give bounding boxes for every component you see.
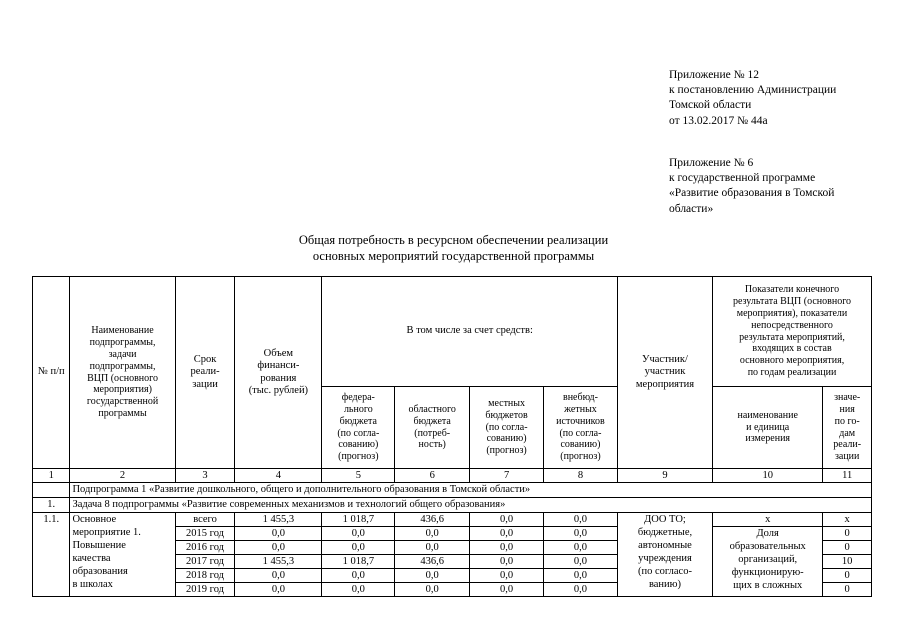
local-cell: 0,0 — [470, 541, 544, 555]
volume-cell: 0,0 — [235, 541, 322, 555]
federal-cell: 1 018,7 — [322, 513, 395, 527]
extra-cell: 0,0 — [544, 541, 618, 555]
extra-cell: 0,0 — [544, 527, 618, 541]
term-cell: 2016 год — [175, 541, 235, 555]
volume-cell: 1 455,3 — [235, 555, 322, 569]
volume-cell: 1 455,3 — [235, 513, 322, 527]
col-number: 1 — [33, 469, 70, 483]
annex-line: от 13.02.2017 № 44а — [669, 114, 768, 127]
title-line-2: основных мероприятий государственной программы — [312, 249, 595, 263]
federal-cell: 0,0 — [322, 583, 395, 597]
annex-line: Приложение № 12 — [669, 69, 759, 81]
annex-line: Приложение № 6 — [669, 157, 754, 169]
volume-cell: 0,0 — [235, 527, 322, 541]
indicator-value-cell: 0 — [823, 541, 872, 555]
term-cell: 2015 год — [175, 527, 235, 541]
indicator-value-cell: x — [823, 513, 872, 527]
indicator-value-cell: 10 — [823, 555, 872, 569]
annex-line: «Развитие образования в Томской — [669, 187, 835, 200]
local-cell: 0,0 — [470, 527, 544, 541]
indicator-value-cell: 0 — [823, 583, 872, 597]
header-regional: областного бюджета (потреб- ность) — [395, 387, 470, 469]
extra-cell: 0,0 — [544, 583, 618, 597]
task-title: Задача 8 подпрограммы «Развитие современных механизмов и технологий общего образования» — [70, 498, 872, 513]
col-number: 7 — [470, 469, 544, 483]
local-cell: 0,0 — [470, 583, 544, 597]
header-federal: федера- льного бюджета (по согла- сованию) (прогноз) — [322, 387, 395, 469]
task-num: 1. — [33, 498, 70, 513]
local-cell: 0,0 — [470, 513, 544, 527]
extra-cell: 0,0 — [544, 569, 618, 583]
local-cell: 0,0 — [470, 569, 544, 583]
annex-12-header — [669, 68, 836, 129]
col-number: 11 — [823, 469, 872, 483]
annex-line: к государственной программе — [669, 172, 816, 185]
header-num: № п/п — [33, 277, 70, 469]
indicator-value-cell: 0 — [823, 569, 872, 583]
annex-line: области» — [669, 202, 714, 215]
indicator-name-block: Доля образовательных организаций, функционирую- щих в сложных — [713, 527, 823, 597]
header-indicators: Показатели конечного результата ВЦП (основного мероприятия), показатели непосредственного результата мероприятий, входящих в состав основного мероприятия, по годам реализации — [713, 277, 872, 387]
header-ind-name: наименование и единица измерения — [713, 387, 823, 469]
subprogram-title: Подпрограмма 1 «Развитие дошкольного, общего и дополнительного образования в Томской области» — [70, 483, 872, 498]
header-local: местных бюджетов (по согла- сованию) (прогноз) — [470, 387, 544, 469]
participant-cell: ДОО ТО; бюджетные, автономные учреждения (по согласо- ванию) — [617, 513, 712, 597]
regional-cell: 436,6 — [395, 513, 470, 527]
header-name: Наименование подпрограммы, задачи подпрограммы, ВЦП (основного мероприятия) государственной программы — [70, 277, 175, 469]
col-number: 10 — [713, 469, 823, 483]
resource-table — [32, 276, 872, 597]
activity-name: Основное мероприятие 1. Повышение качества образования в школах — [70, 513, 175, 597]
col-number: 9 — [617, 469, 712, 483]
volume-cell: 0,0 — [235, 583, 322, 597]
header-term: Срок реали- зации — [175, 277, 235, 469]
extra-cell: 0,0 — [544, 555, 618, 569]
term-cell: 2018 год — [175, 569, 235, 583]
col-number: 2 — [70, 469, 175, 483]
col-number: 5 — [322, 469, 395, 483]
activity-num: 1.1. — [33, 513, 70, 597]
term-cell: 2019 год — [175, 583, 235, 597]
header-extra: внебюд- жетных источников (по согла- сованию) (прогноз) — [544, 387, 618, 469]
subprogram-row — [33, 483, 872, 498]
federal-cell: 0,0 — [322, 527, 395, 541]
document-title — [0, 232, 905, 264]
federal-cell: 0,0 — [322, 569, 395, 583]
table-row — [33, 513, 872, 527]
local-cell: 0,0 — [470, 555, 544, 569]
col-number: 3 — [175, 469, 235, 483]
regional-cell: 436,6 — [395, 555, 470, 569]
term-cell: 2017 год — [175, 555, 235, 569]
regional-cell: 0,0 — [395, 583, 470, 597]
title-line-1: Общая потребность в ресурсном обеспечении реализации — [298, 233, 609, 247]
term-cell: всего — [175, 513, 235, 527]
indicator-name-cell: x — [713, 513, 823, 527]
task-row — [33, 498, 872, 513]
federal-cell: 1 018,7 — [322, 555, 395, 569]
header-ind-value: значе- ния по го- дам реали- зации — [823, 387, 872, 469]
column-numbers-row — [33, 469, 872, 483]
annex-line: к постановлению Администрации — [669, 84, 837, 97]
header-participant: Участник/ участник мероприятия — [617, 277, 712, 469]
regional-cell: 0,0 — [395, 569, 470, 583]
regional-cell: 0,0 — [395, 527, 470, 541]
annex-6-header — [669, 156, 834, 217]
volume-cell: 0,0 — [235, 569, 322, 583]
annex-line: Томской области — [669, 99, 752, 112]
header-including: В том числе за счет средств: — [322, 277, 618, 387]
col-number: 6 — [395, 469, 470, 483]
header-volume: Объем финанси- рования (тыс. рублей) — [235, 277, 322, 469]
extra-cell: 0,0 — [544, 513, 618, 527]
header-row-1 — [33, 277, 872, 387]
regional-cell: 0,0 — [395, 541, 470, 555]
federal-cell: 0,0 — [322, 541, 395, 555]
indicator-value-cell: 0 — [823, 527, 872, 541]
col-number: 4 — [235, 469, 322, 483]
col-number: 8 — [544, 469, 618, 483]
